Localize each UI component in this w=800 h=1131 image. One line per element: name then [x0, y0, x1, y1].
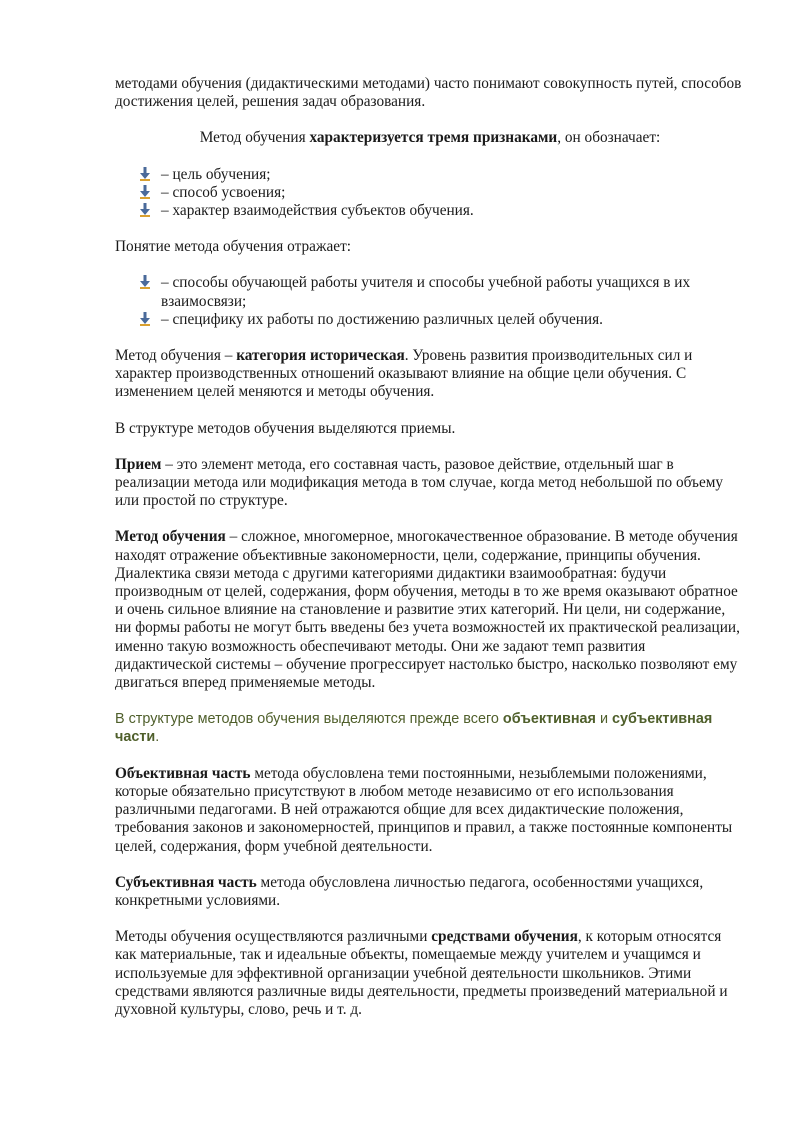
- bold-technique: Прием: [115, 455, 162, 473]
- bold-historical: категория историческая: [236, 347, 405, 365]
- document-page: [115, 75, 745, 1019]
- list-signs: [115, 166, 745, 221]
- paragraph-technique-def: Прием – это элемент метода, его составная часть, разовое действие, отдельный шаг в реализации метода или модификация метода в том случае, когда метод небольшой по объему или простой по структуре.: [115, 455, 724, 510]
- list-item: – специфику их работы по достижению различных целей обучения.: [115, 311, 745, 329]
- bold-objective-part: Объективная часть: [115, 764, 251, 782]
- paragraph-subjective-part: Субъективная часть метода обусловлена личностью педагога, особенностями учащихся, конкретными условиями.: [115, 873, 704, 909]
- down-arrow-icon: [139, 203, 151, 217]
- down-arrow-icon: [139, 167, 151, 181]
- paragraph-objective-part: Объективная часть метода обусловлена теми постоянными, незыблемыми положениями, которые обязательно присутствуют в любом методе независимо от его использования различными педагогами. В ней отражаются общие для всех дидактические положения, требования законов и закономерностей, принципов и правил, а также постоянные компоненты целей, содержания, форм учебной деятельности.: [115, 764, 733, 855]
- list-item: – характер взаимодействия субъектов обучения.: [115, 202, 745, 220]
- bold-subjective-part: Субъективная часть: [115, 873, 257, 891]
- bold-subjective-parts: субъективная части: [115, 711, 713, 746]
- paragraph-means: Методы обучения осуществляются различными средствами обучения, к которым относятся как материальные, так и идеальные объекты, помещаемые между учителем и учащимся и используемые для эффективной организации учебной деятельности школьников. Этими средствами являются различные виды деятельности, предметы произведений материальной и духовной культуры, слово, речь и т. д.: [115, 928, 728, 1018]
- list-item: – способы обучающей работы учителя и способы учебной работы учащихся в их взаимосвязи;: [115, 274, 745, 310]
- list-item: – цель обучения;: [115, 166, 745, 184]
- bold-means: средствами обучения: [431, 928, 578, 946]
- paragraph-intro: методами обучения (дидактическими методами) часто понимают совокупность путей, способов достижения целей, решения задач образования.: [115, 75, 742, 111]
- bold-method: Метод обучения: [115, 528, 226, 546]
- down-arrow-icon: [139, 275, 151, 289]
- list-concept: [115, 274, 745, 329]
- list-item: – способ усвоения;: [115, 184, 745, 202]
- bold-three-signs: характеризуется тремя признаками: [309, 129, 558, 147]
- paragraph-concept: Понятие метода обучения отражает:: [115, 238, 352, 256]
- paragraph-historical: Метод обучения – категория историческая. Уровень развития производительных сил и характер производственных отношений оказывают влияние на общие цели обучения. С изменением целей меняются и методы обучения.: [115, 347, 693, 401]
- down-arrow-icon: [139, 312, 151, 326]
- down-arrow-icon: [139, 185, 151, 199]
- bold-objective: объективная: [502, 711, 596, 728]
- paragraph-method-def: Метод обучения – сложное, многомерное, многокачественное образование. В методе обучения находят отражение объективные закономерности, цели, содержание, принципы обучения. Диалектика связи метода с другими категориями дидактики взаимообратная: будучи производным от целей, содержания, форм обучения, методы в то же время оказывают обратное и очень сильное влияние на становление и развитие этих категорий. Ни цели, ни содержание, ни формы работы не могут быть введены без учета возможностей их практической реализации, именно такую возможность обеспечивают методы. Они же задают темп развития дидактической системы – обучение прогрессирует настолько быстро, насколько позволяют ему двигаться вперед применяемые методы.: [115, 528, 740, 692]
- paragraph-method-signs: Метод обучения характеризуется тремя признаками, он обозначает:: [199, 129, 661, 147]
- paragraph-structure-parts: В структуре методов обучения выделяются прежде всего объективная и субъективная части.: [115, 711, 713, 746]
- paragraph-techniques: В структуре методов обучения выделяются приемы.: [115, 419, 456, 437]
